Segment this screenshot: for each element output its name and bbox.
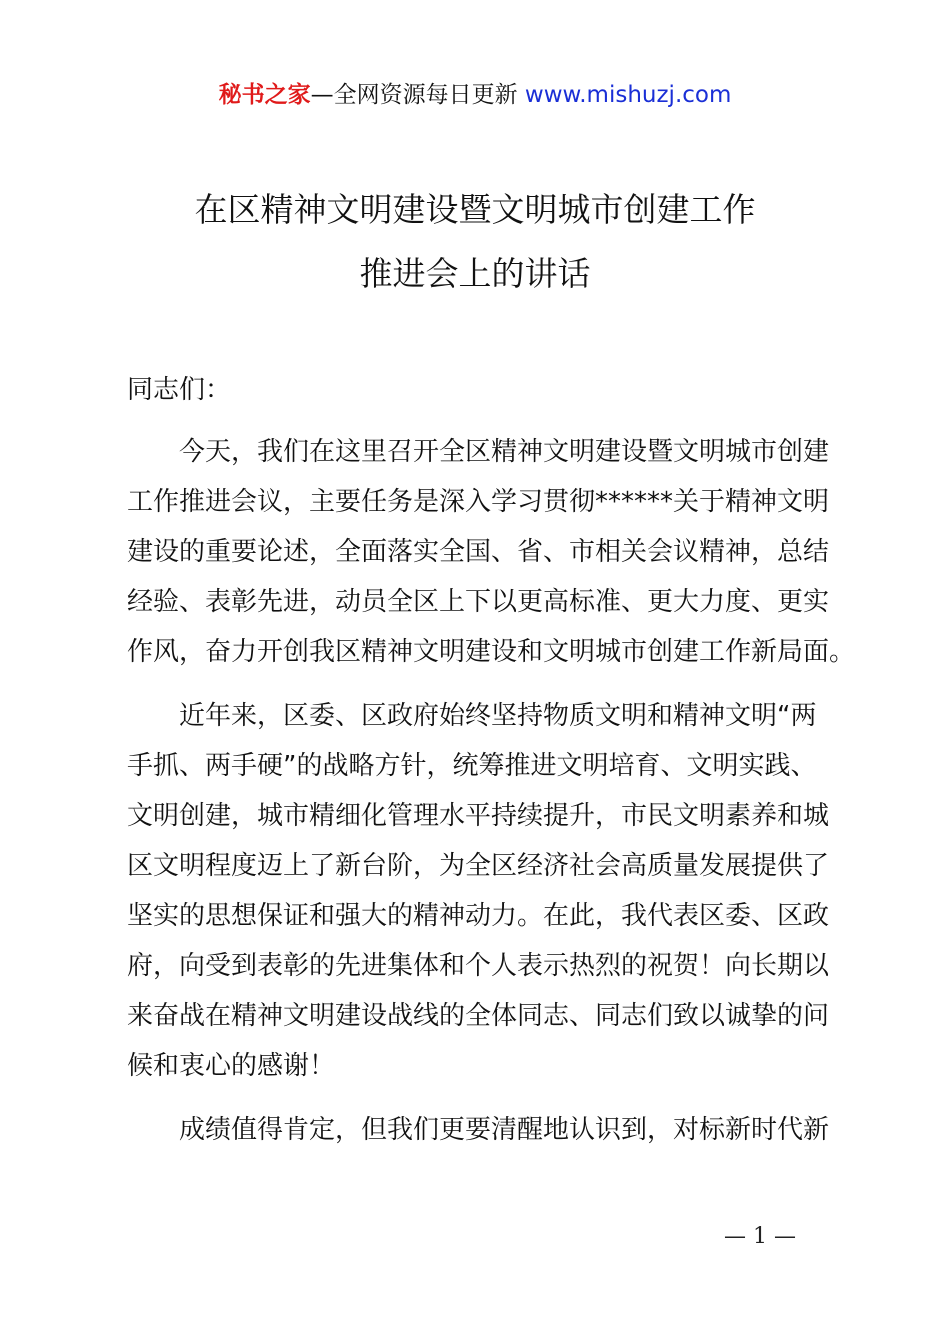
paragraph-line: 坚实的思想保证和强大的精神动力。在此，我代表区委、区政 [127, 901, 830, 931]
header-banner [0, 78, 950, 112]
paragraph-line: 手抓、两手硬”的战略方针，统筹推进文明培育、文明实践、 [127, 751, 817, 781]
paragraph-line: 府，向受到表彰的先进集体和个人表示热烈的祝贺！向长期以 [127, 951, 830, 981]
paragraph-line: 文明创建，城市精细化管理水平持续提升，市民文明素养和城 [127, 801, 830, 831]
brand-name: 秘书之家 [218, 82, 311, 108]
paragraph-1 [127, 427, 856, 677]
paragraph-3 [127, 1105, 833, 1155]
paragraph-line: 经验、表彰先进，动员全区上下以更高标准、更大力度、更实 [127, 587, 830, 617]
paragraph-2 [127, 691, 833, 1091]
paragraph-line: 今天，我们在这里召开全区精神文明建设暨文明城市创建 [179, 437, 830, 467]
title-line-2: 推进会上的讲话 [359, 254, 591, 293]
paragraph-line: 建设的重要论述，全面落实全国、省、市相关会议精神，总结 [127, 537, 830, 567]
paragraph-line: 来奋战在精神文明建设战线的全体同志、同志们致以诚挚的问 [127, 1001, 830, 1031]
paragraph-line: 近年来，区委、区政府始终坚持物质文明和精神文明“两 [179, 701, 817, 731]
title-line-1: 在区精神文明建设暨文明城市创建工作 [194, 190, 756, 229]
paragraph-line: 工作推进会议，主要任务是深入学习贯彻******关于精神文明 [127, 487, 830, 517]
paragraph-line: 区文明程度迈上了新台阶，为全区经济社会高质量发展提供了 [127, 851, 830, 881]
paragraph-line: 成绩值得肯定，但我们更要清醒地认识到，对标新时代新 [179, 1115, 830, 1145]
document-title [0, 178, 950, 306]
salutation: 同志们： [127, 375, 232, 405]
document-body [127, 365, 856, 1169]
paragraph-line: 作风，奋力开创我区精神文明建设和文明城市创建工作新局面。 [127, 637, 856, 667]
paragraph-line: 候和衷心的感谢！ [127, 1051, 336, 1081]
website-link[interactable]: www.mishuzj.com [524, 82, 732, 108]
page-number: — 1 — [724, 1224, 796, 1249]
header-slogan: —全网资源每日更新 [310, 82, 525, 108]
